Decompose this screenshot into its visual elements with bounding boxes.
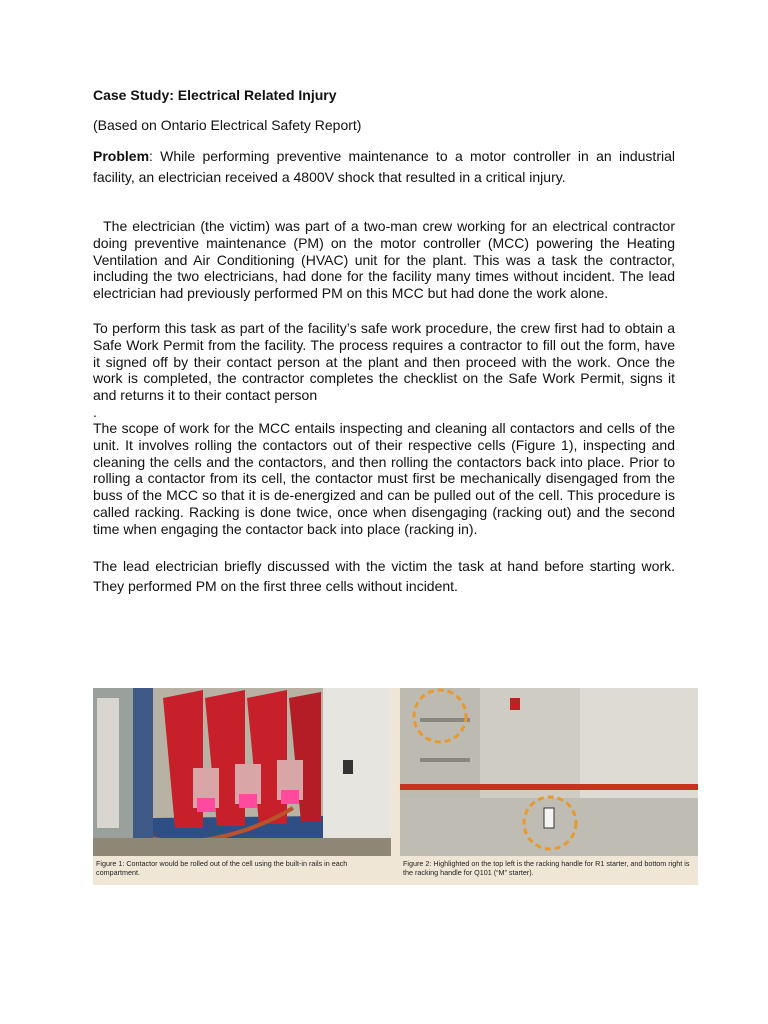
- figures-strip: [93, 688, 698, 885]
- racking-photo: [400, 688, 698, 856]
- contactor-photo: [93, 688, 391, 856]
- document-body: [93, 86, 675, 596]
- paragraph-crew: [93, 218, 675, 302]
- figure-1: [93, 688, 391, 877]
- problem-text: : While performing preventive maintenance to a motor controller in an industrial facility, an electrician received a 4800V shock that resulted in a critical injury.: [93, 148, 675, 185]
- paragraph-scope: The scope of work for the MCC entails inspecting and cleaning all contactors and cells of the unit. It involves rolling the contactors out of their respective cells (Figure 1), inspecting and cleaning the cells and the contactors, and then rolling the contactors back into place. Prior to rolling a contactor from its cell, the contactor must first be mechanically disengaged from the buss of the MCC so that it is de-energized and can be pulled out of the cell. This procedure is called racking. Racking is done twice, once when disengaging (racking out) and the second time when engaging the contactor back into place (racking in).: [93, 419, 675, 537]
- paragraph-crew-text: The electrician (the victim) was part of a two-man crew working for an electrical contractor doing preventive maintenance (PM) on the motor controller (MCC) powering the Heating Ventilation and Air Conditioning (HVAC) unit for the plant. This was a task the contractor, including the two electricians, had done for the facility many times without incident. The lead electrician had previously performed PM on this MCC but had done the work alone.: [93, 218, 676, 302]
- problem-paragraph: [93, 146, 675, 188]
- figure-2: [400, 688, 698, 877]
- paragraph-dot: .: [93, 403, 97, 420]
- problem-label: Problem: [93, 148, 150, 164]
- paragraph-discussion: The lead electrician briefly discussed with the victim the task at hand before starting work. They performed PM on the first three cells without incident.: [93, 557, 675, 594]
- document-subtitle: (Based on Ontario Electrical Safety Report): [93, 117, 362, 133]
- paragraph-permit: To perform this task as part of the facility’s safe work procedure, the crew first had to obtain a Safe Work Permit from the facility. The process requires a contractor to fill out the form, have it signed off by their contact person at the plant and then proceed with the work. Once the work is completed, the contractor completes the checklist on the Safe Work Permit, signs it and returns it to their contact person: [93, 319, 675, 404]
- figure-1-caption: Figure 1: Contactor would be rolled out of the cell using the built-in rails in each compartment.: [96, 859, 348, 877]
- figure-2-caption: Figure 2: Highlighted on the top left is the racking handle for R1 starter, and bottom right is the racking handle for Q101 (“M” starter).: [403, 859, 690, 877]
- document-title: Case Study: Electrical Related Injury: [93, 87, 337, 103]
